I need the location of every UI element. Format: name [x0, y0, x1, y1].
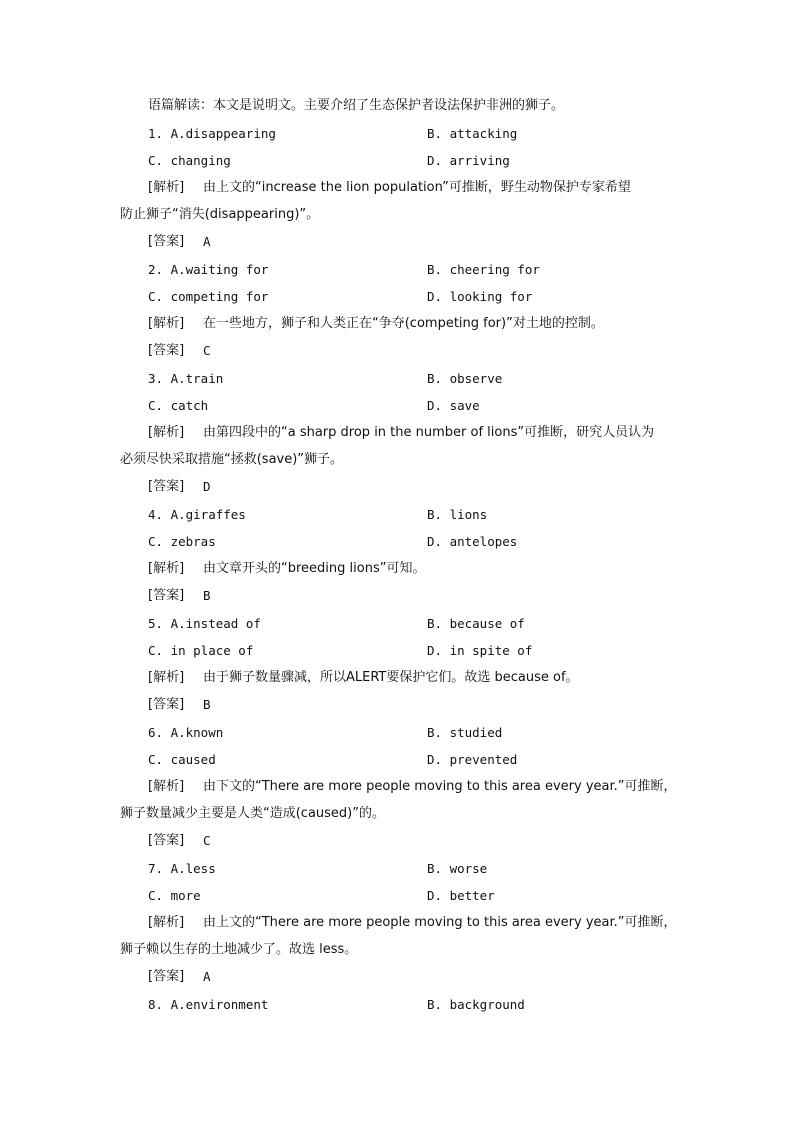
- q6-option-d: D. prevented: [427, 752, 518, 767]
- q6-analysis-line-2: 狮子数量减少主要是人类“造成(caused)”的。: [120, 806, 385, 821]
- q6-option-a: 6. A.known: [148, 725, 224, 740]
- q1-option-d: D. arriving: [427, 153, 510, 168]
- q1-option-a: 1. A.disappearing: [148, 126, 276, 141]
- q5-option-b: B. because of: [427, 616, 525, 631]
- q8-option-a: 8. A.environment: [148, 997, 269, 1012]
- q7-option-c: C. more: [148, 888, 201, 903]
- q3-analysis-line-1: 由第四段中的“a sharp drop in the number of lions”可推断，研究人员认为: [203, 425, 655, 440]
- q6-analysis-label: [解析]: [148, 779, 185, 794]
- q6-option-b: B. studied: [427, 725, 503, 740]
- q7-option-b: B. worse: [427, 861, 488, 876]
- q1-analysis-label: [解析]: [148, 180, 185, 195]
- q6-option-c: C. caused: [148, 752, 216, 767]
- q3-option-c: C. catch: [148, 398, 209, 413]
- q1-answer-label: [答案]: [148, 234, 185, 249]
- q6-answer: C: [203, 833, 211, 848]
- q5-option-a: 5. A.instead of: [148, 616, 261, 631]
- q3-option-d: D. save: [427, 398, 480, 413]
- q2-option-a: 2. A.waiting for: [148, 262, 269, 277]
- q2-option-b: B. cheering for: [427, 262, 540, 277]
- q3-option-a: 3. A.train: [148, 371, 224, 386]
- q1-analysis-line-1: 由上文的“increase the lion population”可推断，野生动物保护专家希望: [203, 180, 631, 195]
- q1-option-b: B. attacking: [427, 126, 518, 141]
- q1-option-c: C. changing: [148, 153, 231, 168]
- q7-answer: A: [203, 969, 211, 984]
- q4-option-c: C. zebras: [148, 534, 216, 549]
- q2-option-c: C. competing for: [148, 289, 269, 304]
- q4-answer-label: [答案]: [148, 588, 185, 603]
- q2-answer-label: [答案]: [148, 343, 185, 358]
- q2-option-d: D. looking for: [427, 289, 533, 304]
- q4-analysis-line-1: 由文章开头的“breeding lions”可知。: [203, 561, 426, 576]
- q7-analysis-line-2: 狮子赖以生存的土地减少了。故选 less。: [120, 942, 358, 957]
- q5-answer: B: [203, 697, 211, 712]
- q2-answer: C: [203, 343, 211, 358]
- q3-option-b: B. observe: [427, 371, 503, 386]
- q3-analysis-line-2: 必须尽快采取措施“拯救(save)”狮子。: [120, 452, 344, 467]
- q2-analysis-label: [解析]: [148, 316, 185, 331]
- q5-answer-label: [答案]: [148, 697, 185, 712]
- q8-option-b: B. background: [427, 997, 525, 1012]
- intro-text: 语篇解读：本文是说明文。主要介绍了生态保护者设法保护非洲的狮子。: [148, 98, 565, 113]
- q7-analysis-label: [解析]: [148, 915, 185, 930]
- q6-analysis-line-1: 由下文的“There are more people moving to this area every year.”可推断，: [203, 779, 677, 794]
- q3-answer-label: [答案]: [148, 479, 185, 494]
- q5-option-d: D. in spite of: [427, 643, 533, 658]
- q4-option-b: B. lions: [427, 507, 488, 522]
- q1-analysis-line-2: 防止狮子“消失(disappearing)”。: [120, 207, 320, 222]
- q4-option-a: 4. A.giraffes: [148, 507, 246, 522]
- q7-option-a: 7. A.less: [148, 861, 216, 876]
- q3-analysis-label: [解析]: [148, 425, 185, 440]
- q5-analysis-label: [解析]: [148, 670, 185, 685]
- q1-answer: A: [203, 234, 211, 249]
- q4-analysis-label: [解析]: [148, 561, 185, 576]
- q4-option-d: D. antelopes: [427, 534, 518, 549]
- q6-answer-label: [答案]: [148, 833, 185, 848]
- q5-analysis-line-1: 由于狮子数量骤减，所以ALERT要保护它们。故选 because of。: [203, 670, 579, 685]
- q2-analysis-line-1: 在一些地方，狮子和人类正在“争夺(competing for)”对土地的控制。: [203, 316, 604, 331]
- q7-answer-label: [答案]: [148, 969, 185, 984]
- q7-analysis-line-1: 由上文的“There are more people moving to this area every year.”可推断，: [203, 915, 677, 930]
- q4-answer: B: [203, 588, 211, 603]
- q7-option-d: D. better: [427, 888, 495, 903]
- q5-option-c: C. in place of: [148, 643, 254, 658]
- q3-answer: D: [203, 479, 211, 494]
